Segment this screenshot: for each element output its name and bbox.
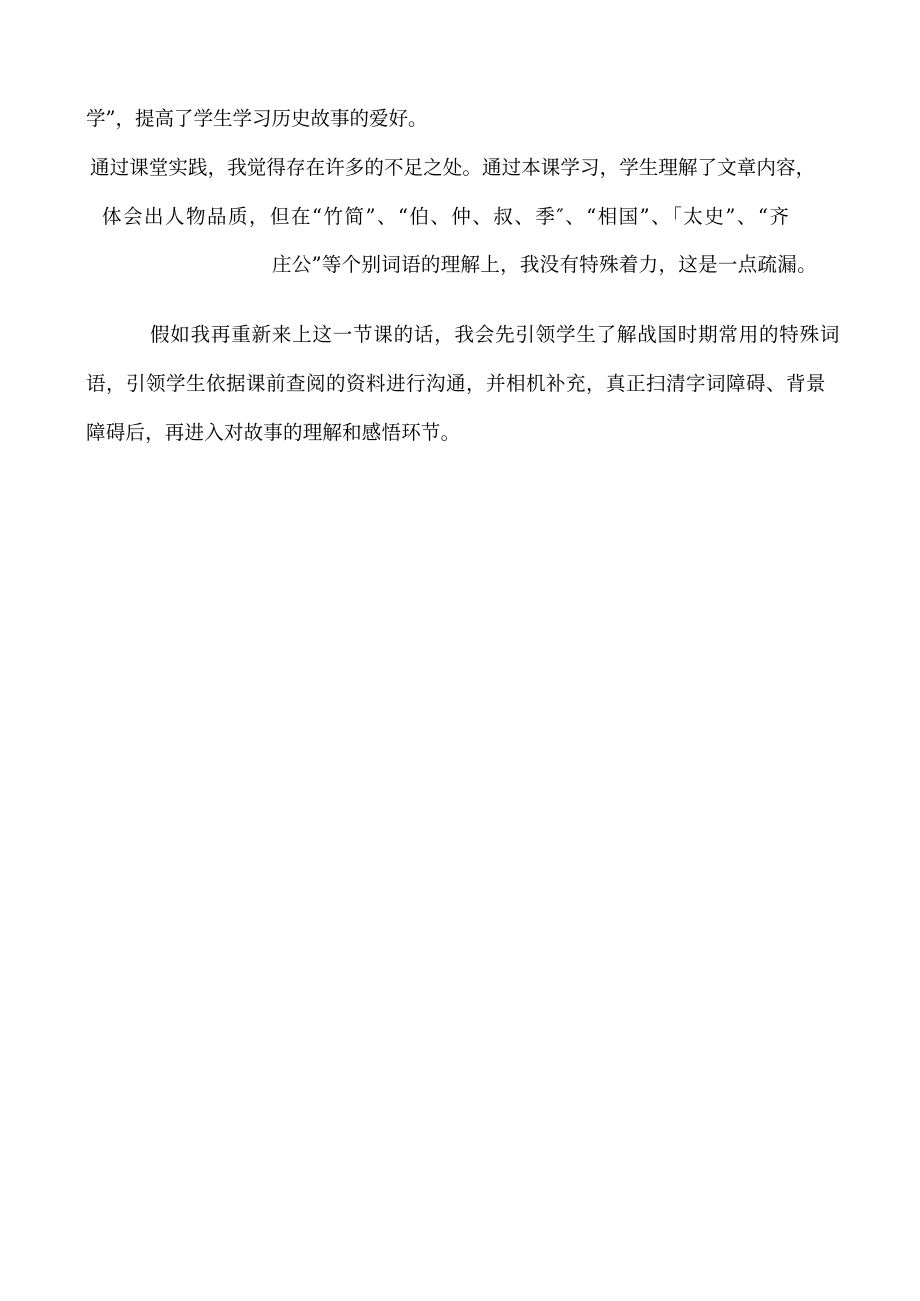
paragraph-3-line-3: 障碍后，再进入对故事的理解和感悟环节。 bbox=[86, 421, 461, 444]
paragraph-3-line-1: 假如我再重新来上这一节课的话，我会先引领学生了解战国时期常用的特殊词 bbox=[150, 323, 841, 346]
paragraph-2-line-1: 通过课堂实践，我觉得存在许多的不足之处。通过本课学习，学生理解了文章内容， bbox=[90, 156, 816, 179]
paragraph-3-line-2: 语，引领学生依据课前查阅的资料进行沟通，并相机补充，真正扫清字词障碍、背景 bbox=[86, 372, 827, 395]
paragraph-2-line-2: 体会出人物品质，但在“竹简”、“伯、仲、叔、季″、“相国”、「太史”、“齐 bbox=[102, 205, 791, 228]
paragraph-1-line-1: 学”，提高了学生学习历史故事的爱好。 bbox=[86, 107, 428, 130]
paragraph-2-line-3: 庄公”等个别词语的理解上，我没有特殊着力，这是一点疏漏。 bbox=[272, 253, 817, 276]
